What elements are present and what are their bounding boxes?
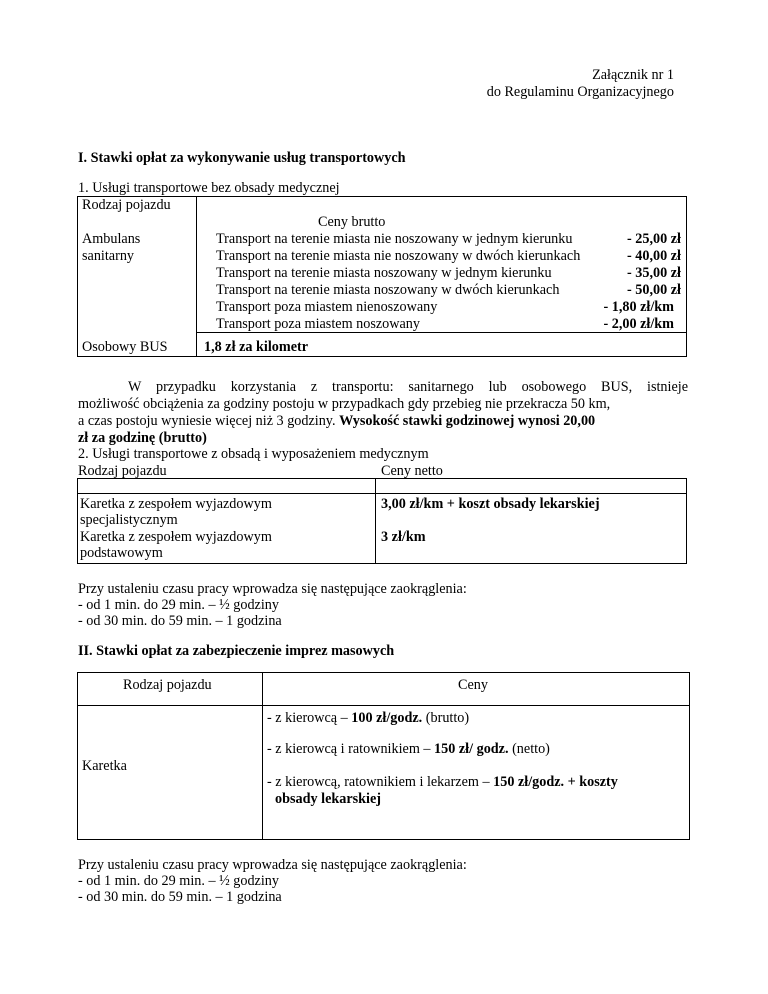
section-2-title: II. Stawki opłat za zabezpieczenie imprez masowych bbox=[78, 643, 395, 659]
note-line: możliwość obciążenia za godziny postoju w przypadkach gdy przebieg nie przekracza 50 km, bbox=[78, 396, 611, 412]
subsection-2-title: 2. Usługi transportowe z obsadą i wyposażeniem medycznym bbox=[78, 446, 429, 462]
column-header-vehicle: Rodzaj pojazdu bbox=[82, 197, 171, 213]
column-header-prices: Ceny netto bbox=[381, 463, 443, 479]
price-row-value: - 40,00 zł bbox=[627, 248, 681, 264]
price-row bbox=[216, 265, 681, 281]
annex-reference: do Regulaminu Organizacyjnego bbox=[486, 84, 674, 100]
price-row-value: - 1,80 zł/km bbox=[603, 299, 674, 315]
table-row-divider bbox=[196, 332, 687, 333]
price-option bbox=[267, 710, 469, 726]
rounding-rule: - od 30 min. do 59 min. – 1 godzina bbox=[78, 613, 282, 629]
column-header-vehicle: Rodzaj pojazdu bbox=[78, 463, 167, 479]
price-row bbox=[216, 231, 681, 247]
vehicle-ambulance: Ambulans bbox=[82, 231, 141, 247]
price-option-text: - z kierowcą – bbox=[267, 710, 352, 726]
price-row-value: - 35,00 zł bbox=[627, 265, 681, 281]
section-1-title: I. Stawki opłat za wykonywanie usług transportowych bbox=[78, 150, 406, 166]
column-header-vehicle: Rodzaj pojazdu bbox=[123, 677, 212, 693]
column-header-prices: Ceny brutto bbox=[318, 214, 386, 230]
price-option-amount: 150 zł/godz. + koszty bbox=[493, 774, 618, 790]
rounding-rule: - od 30 min. do 59 min. – 1 godzina bbox=[78, 889, 282, 905]
vehicle-ambulance-type: sanitarny bbox=[82, 248, 135, 264]
vehicle-specialist: Karetka z zespołem wyjazdowym bbox=[80, 496, 272, 512]
table-divider bbox=[375, 478, 376, 564]
price-row bbox=[216, 299, 674, 315]
price-row-value: - 25,00 zł bbox=[627, 231, 681, 247]
specialist-price: 3,00 zł/km + koszt obsady lekarskiej bbox=[381, 496, 600, 512]
vehicle-basic-type: podstawowym bbox=[80, 545, 163, 561]
vehicle-ambulance: Karetka bbox=[82, 758, 127, 774]
table-row-divider bbox=[77, 493, 687, 494]
note-text: a czas postoju wyniesie więcej niż 3 godziny. bbox=[78, 413, 340, 429]
subsection-1-title: 1. Usługi transportowe bez obsady medycznej bbox=[78, 180, 340, 196]
vehicle-specialist-type: specjalistycznym bbox=[80, 512, 178, 528]
price-option bbox=[267, 741, 550, 757]
bus-price: 1,8 zł za kilometr bbox=[204, 339, 309, 355]
price-option bbox=[267, 774, 618, 790]
price-option-note: obsady lekarskiej bbox=[275, 791, 382, 807]
vehicle-basic: Karetka z zespołem wyjazdowym bbox=[80, 529, 272, 545]
price-row-desc: Transport na terenie miasta noszowany w dwóch kierunkach bbox=[216, 282, 560, 298]
price-row-value: - 2,00 zł/km bbox=[603, 316, 674, 332]
price-option-amount: 150 zł/ godz. bbox=[434, 741, 509, 757]
table-row-divider bbox=[77, 705, 690, 706]
note-line: W przypadku korzystania z transportu: sanitarnego lub osobowego BUS, istnieje bbox=[128, 379, 688, 395]
price-row-desc: Transport poza miastem noszowany bbox=[216, 316, 420, 332]
hourly-rate-unit: zł za godzinę (brutto) bbox=[78, 430, 207, 446]
price-row-desc: Transport na terenie miasta nie noszowany w jednym kierunku bbox=[216, 231, 573, 247]
price-row bbox=[216, 316, 674, 332]
price-row-value: - 50,00 zł bbox=[627, 282, 681, 298]
price-row-desc: Transport poza miastem nienoszowany bbox=[216, 299, 438, 315]
price-option-amount: 100 zł/godz. bbox=[351, 710, 423, 726]
rounding-intro: Przy ustaleniu czasu pracy wprowadza się następujące zaokrąglenia: bbox=[78, 581, 467, 597]
price-row-desc: Transport na terenie miasta nie noszowany w dwóch kierunkach bbox=[216, 248, 581, 264]
price-option-text: - z kierowcą, ratownikiem i lekarzem – bbox=[267, 774, 494, 790]
price-row bbox=[216, 248, 681, 264]
annex-number: Załącznik nr 1 bbox=[592, 67, 674, 83]
hourly-rate-text: Wysokość stawki godzinowej wynosi 20,00 bbox=[339, 413, 596, 429]
price-option-text: - z kierowcą i ratownikiem – bbox=[267, 741, 435, 757]
column-header-prices: Ceny bbox=[458, 677, 488, 693]
price-option-tax: (netto) bbox=[508, 741, 550, 757]
table-divider bbox=[262, 672, 263, 840]
rounding-rule: - od 1 min. do 29 min. – ½ godziny bbox=[78, 873, 279, 889]
note-line bbox=[78, 413, 595, 429]
rounding-intro: Przy ustaleniu czasu pracy wprowadza się następujące zaokrąglenia: bbox=[78, 857, 467, 873]
price-option-tax: (brutto) bbox=[422, 710, 470, 726]
rounding-rule: - od 1 min. do 29 min. – ½ godziny bbox=[78, 597, 279, 613]
basic-price: 3 zł/km bbox=[381, 529, 426, 545]
price-row bbox=[216, 282, 681, 298]
price-row-desc: Transport na terenie miasta noszowany w jednym kierunku bbox=[216, 265, 552, 281]
vehicle-bus: Osobowy BUS bbox=[82, 339, 168, 355]
